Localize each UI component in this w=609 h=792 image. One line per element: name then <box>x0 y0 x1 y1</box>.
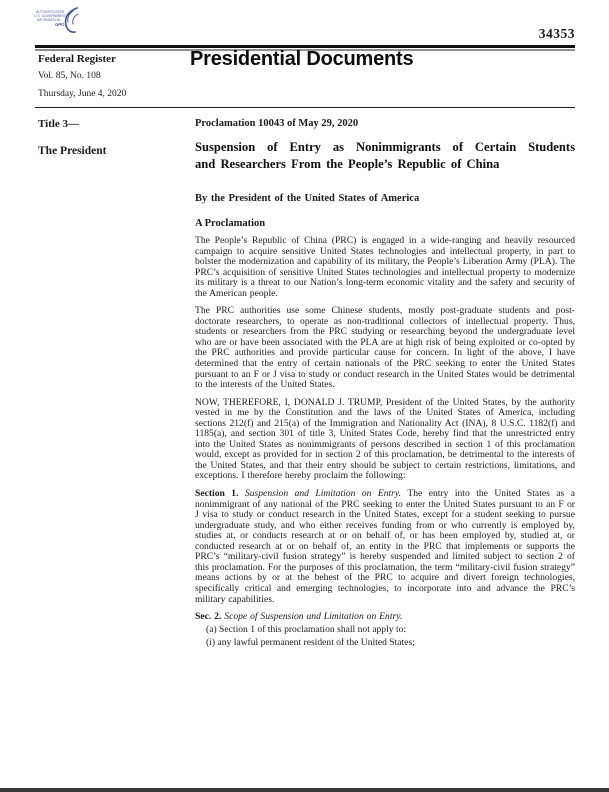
paragraph-2: The PRC authorities use some Chinese students, mostly post-graduate students and post-doctorate researchers, to operate as non-traditional collectors of intellectual property. Thus, students or researchers from the PRC studying or researching beyond the undergraduate level who are or have been associated with the PLA are at high risk of being exploited or co-opted by the PRC authorities and provide particular cause for concern. In light of the above, I have determined that the entry of certain nationals of the PRC seeking to enter the United States pursuant to an F or J visa to study or conduct research in the United States would be detrimental to the interests of the United States. <box>195 305 575 391</box>
subitem-i: (i) any lawful permanent resident of the United States; <box>206 637 415 649</box>
page-number: 34353 <box>538 26 575 41</box>
register-name: Federal Register <box>38 53 116 65</box>
gpo-seal-gpo-label: GPO <box>55 22 65 27</box>
section-1-text: The entry into the United States as a nonimmigrant of any national of the PRC seeking to enter the United States pursuant to an F or J visa to study or conduct research in the United States, except for a student seeking to pursue undergraduate study, and who either receives funding from or who currently is employed by, studies at, or conducts research at or on behalf of, or has been employed by, studied at, or conducted research at or on behalf of, an entity in the PRC that implements or supports the PRC’s “military-civil fusion strategy” is hereby suspended and limited subject to section 2 of this proclamation. For the purposes of this proclamation, the term “military-civil fusion strategy” means actions by or at the behest of the PRC to acquire and divert foreign technologies, specifically critical and emerging technologies, to incorporate into and advance the PRC’s military capabilities. <box>195 488 575 605</box>
proclamation-title-line1: Suspension of Entry as Nonimmigrants of Certain Students <box>195 140 575 154</box>
byline: By the President of the United States of America <box>195 193 420 204</box>
section-1-label: Section 1. <box>195 488 239 500</box>
section-2-title: Scope of Suspension and Limitation on Entry. <box>224 611 403 623</box>
proclamation-number: Proclamation 10043 of May 29, 2020 <box>195 118 359 129</box>
gpo-authenticated-seal-icon <box>33 7 81 39</box>
gpo-seal-line1: AUTHENTICATED <box>36 10 65 14</box>
section-2-label: Sec. 2. <box>195 611 222 623</box>
masthead-bottom-rule <box>35 107 575 108</box>
section-2-paragraph <box>195 612 575 623</box>
margin-column <box>38 118 183 157</box>
gpo-seal-line3: INFORMATION <box>37 18 61 22</box>
title3-label: Title 3— <box>38 118 80 130</box>
section-1-title: Suspension and Limitation on Entry. <box>244 488 402 500</box>
volume-line: Vol. 85, No. 108 <box>38 71 101 81</box>
section-1-paragraph <box>195 489 575 605</box>
proclamation-title-line2: and Researchers From the People’s Republic of China <box>195 156 500 171</box>
presidential-documents-title: Presidential Documents <box>190 48 414 70</box>
gpo-seal-line2: U.S. GOVERNMENT <box>34 14 66 18</box>
page-bottom-edge <box>0 788 609 792</box>
the-president-label: The President <box>38 145 107 157</box>
date-line: Thursday, June 4, 2020 <box>38 89 127 99</box>
proclamation-title <box>195 139 575 172</box>
paragraph-1: The People’s Republic of China (PRC) is engaged in a wide-ranging and heavily resourced campaign to acquire sensitive United States technologies and intellectual property, in part to bolster the modernization and capability of its military, the People’s Liberation Army (PLA). The PRC’s acquisition of sensitive United States technologies and intellectual property to modernize its military is a threat to our Nation’s long-term economic vitality and the safety and security of the American people. <box>195 235 575 299</box>
paragraph-3: NOW, THEREFORE, I, DONALD J. TRUMP, President of the United States, by the authority vested in me by the Constitution and the laws of the United States of America, including sections 212(f) and 215(a) of the Immigration and Nationality Act (INA), 8 U.S.C. 1182(f) and 1185(a), and section 301 of title 3, United States Code, hereby find that the unrestricted entry into the United States as nonimmigrants of persons described in section 1 of this proclamation would, except as provided for in section 2 of this proclamation, be detrimental to the interests of the United States, and that their entry should be subject to certain restrictions, limitations, and exceptions. I therefore hereby proclaim the following: <box>195 396 575 482</box>
proclamation-body <box>195 118 575 649</box>
a-proclamation-heading: A Proclamation <box>195 218 266 229</box>
subitem-a: (a) Section 1 of this proclamation shall not apply to: <box>206 624 407 636</box>
